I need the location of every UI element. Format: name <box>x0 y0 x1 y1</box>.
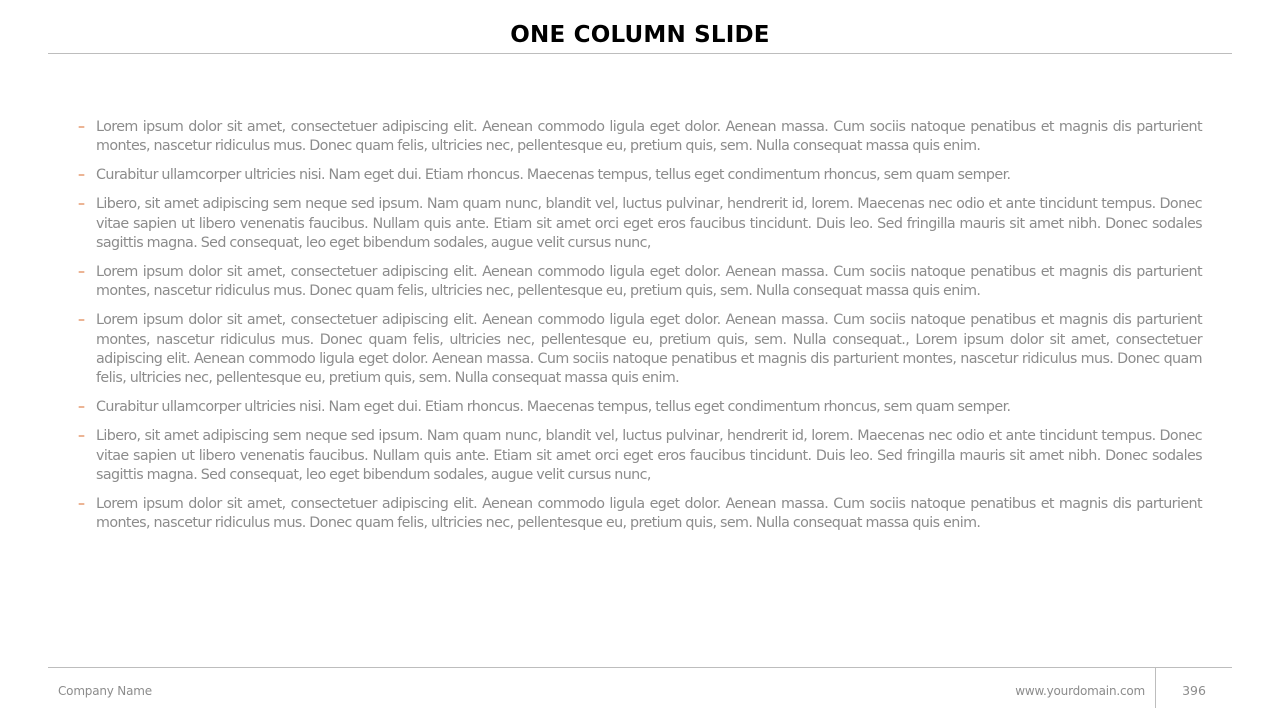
dash-bullet-icon: – <box>78 263 85 280</box>
bullet-text: Curabitur ullamcorper ultricies nisi. Nam eget dui. Etiam rhoncus. Maecenas tempus, tellus eget condimentum rhoncus, sem quam semper. <box>96 399 1011 416</box>
footer-website: www.yourdomain.com <box>1015 684 1145 698</box>
list-item <box>78 495 1202 534</box>
footer-company-name: Company Name <box>58 684 152 698</box>
dash-bullet-icon: – <box>78 119 85 135</box>
dash-bullet-icon: – <box>78 312 85 329</box>
list-item <box>78 263 1202 302</box>
title-divider <box>48 53 1232 54</box>
list-item <box>78 118 1202 157</box>
bullet-text: Lorem ipsum dolor sit amet, consectetuer adipiscing elit. Aenean commodo ligula eget dolor. Aenean massa. Cum sociis natoque penatibus et magnis dis parturient montes, nascetur ridiculus mus. Donec quam felis, ultricies nec, pellentesque eu, pretium quis, sem. Nulla consequat massa quis enim. <box>96 496 1202 532</box>
page-number: 396 <box>1182 683 1206 698</box>
list-item <box>78 398 1202 417</box>
dash-bullet-icon: – <box>78 196 85 213</box>
list-item <box>78 427 1202 485</box>
bullet-text: Libero, sit amet adipiscing sem neque sed ipsum. Nam quam nunc, blandit vel, luctus pulvinar, hendrerit id, lorem. Maecenas nec odio et ante tincidunt tempus. Donec vitae sapien ut libero venenatis faucibus. Nullam quis ante. Etiam sit amet orci eget eros faucibus tincidunt. Duis leo. Sed fringilla mauris sit amet nibh. Donec sodales sagittis magna. Sed consequat, leo eget bibendum sodales, augue velit cursus nunc, <box>96 196 1202 252</box>
bullet-list <box>78 118 1202 543</box>
bullet-text: Lorem ipsum dolor sit amet, consectetuer adipiscing elit. Aenean commodo ligula eget dolor. Aenean massa. Cum sociis natoque penatibus et magnis dis parturient montes, nascetur ridiculus mus. Donec quam felis, ultricies nec, pellentesque eu, pretium quis, sem. Nulla consequat., Lorem ipsum dolor sit amet, consectetuer adipiscing elit. Aenean commodo ligula eget dolor. Aenean massa. Cum sociis natoque penatibus et magnis dis parturient montes, nascetur ridiculus mus. Donec quam felis, ultricies nec, pellentesque eu, pretium quis, sem. Nulla consequat massa quis enim. <box>96 312 1202 387</box>
dash-bullet-icon: – <box>78 399 85 416</box>
slide-title: ONE COLUMN SLIDE <box>510 22 770 48</box>
dash-bullet-icon: – <box>78 496 85 512</box>
list-item <box>78 311 1202 389</box>
dash-bullet-icon: – <box>78 167 85 184</box>
bullet-text: Lorem ipsum dolor sit amet, consectetuer adipiscing elit. Aenean commodo ligula eget dolor. Aenean massa. Cum sociis natoque penatibus et magnis dis parturient montes, nascetur ridiculus mus. Donec quam felis, ultricies nec, pellentesque eu, pretium quis, sem. Nulla consequat massa quis enim. <box>96 263 1202 300</box>
list-item <box>78 166 1202 185</box>
bullet-text: Curabitur ullamcorper ultricies nisi. Nam eget dui. Etiam rhoncus. Maecenas tempus, tellus eget condimentum rhoncus, sem quam semper. <box>96 167 1011 184</box>
list-item <box>78 195 1202 253</box>
footer-divider <box>48 667 1232 668</box>
bullet-text: Lorem ipsum dolor sit amet, consectetuer adipiscing elit. Aenean commodo ligula eget dolor. Aenean massa. Cum sociis natoque penatibus et magnis dis parturient montes, nascetur ridiculus mus. Donec quam felis, ultricies nec, pellentesque eu, pretium quis, sem. Nulla consequat massa quis enim. <box>96 119 1202 155</box>
bullet-text: Libero, sit amet adipiscing sem neque sed ipsum. Nam quam nunc, blandit vel, luctus pulvinar, hendrerit id, lorem. Maecenas nec odio et ante tincidunt tempus. Donec vitae sapien ut libero venenatis faucibus. Nullam quis ante. Etiam sit amet orci eget eros faucibus tincidunt. Duis leo. Sed fringilla mauris sit amet nibh. Donec sodales sagittis magna. Sed consequat, leo eget bibendum sodales, augue velit cursus nunc, <box>96 428 1202 484</box>
dash-bullet-icon: – <box>78 428 85 445</box>
